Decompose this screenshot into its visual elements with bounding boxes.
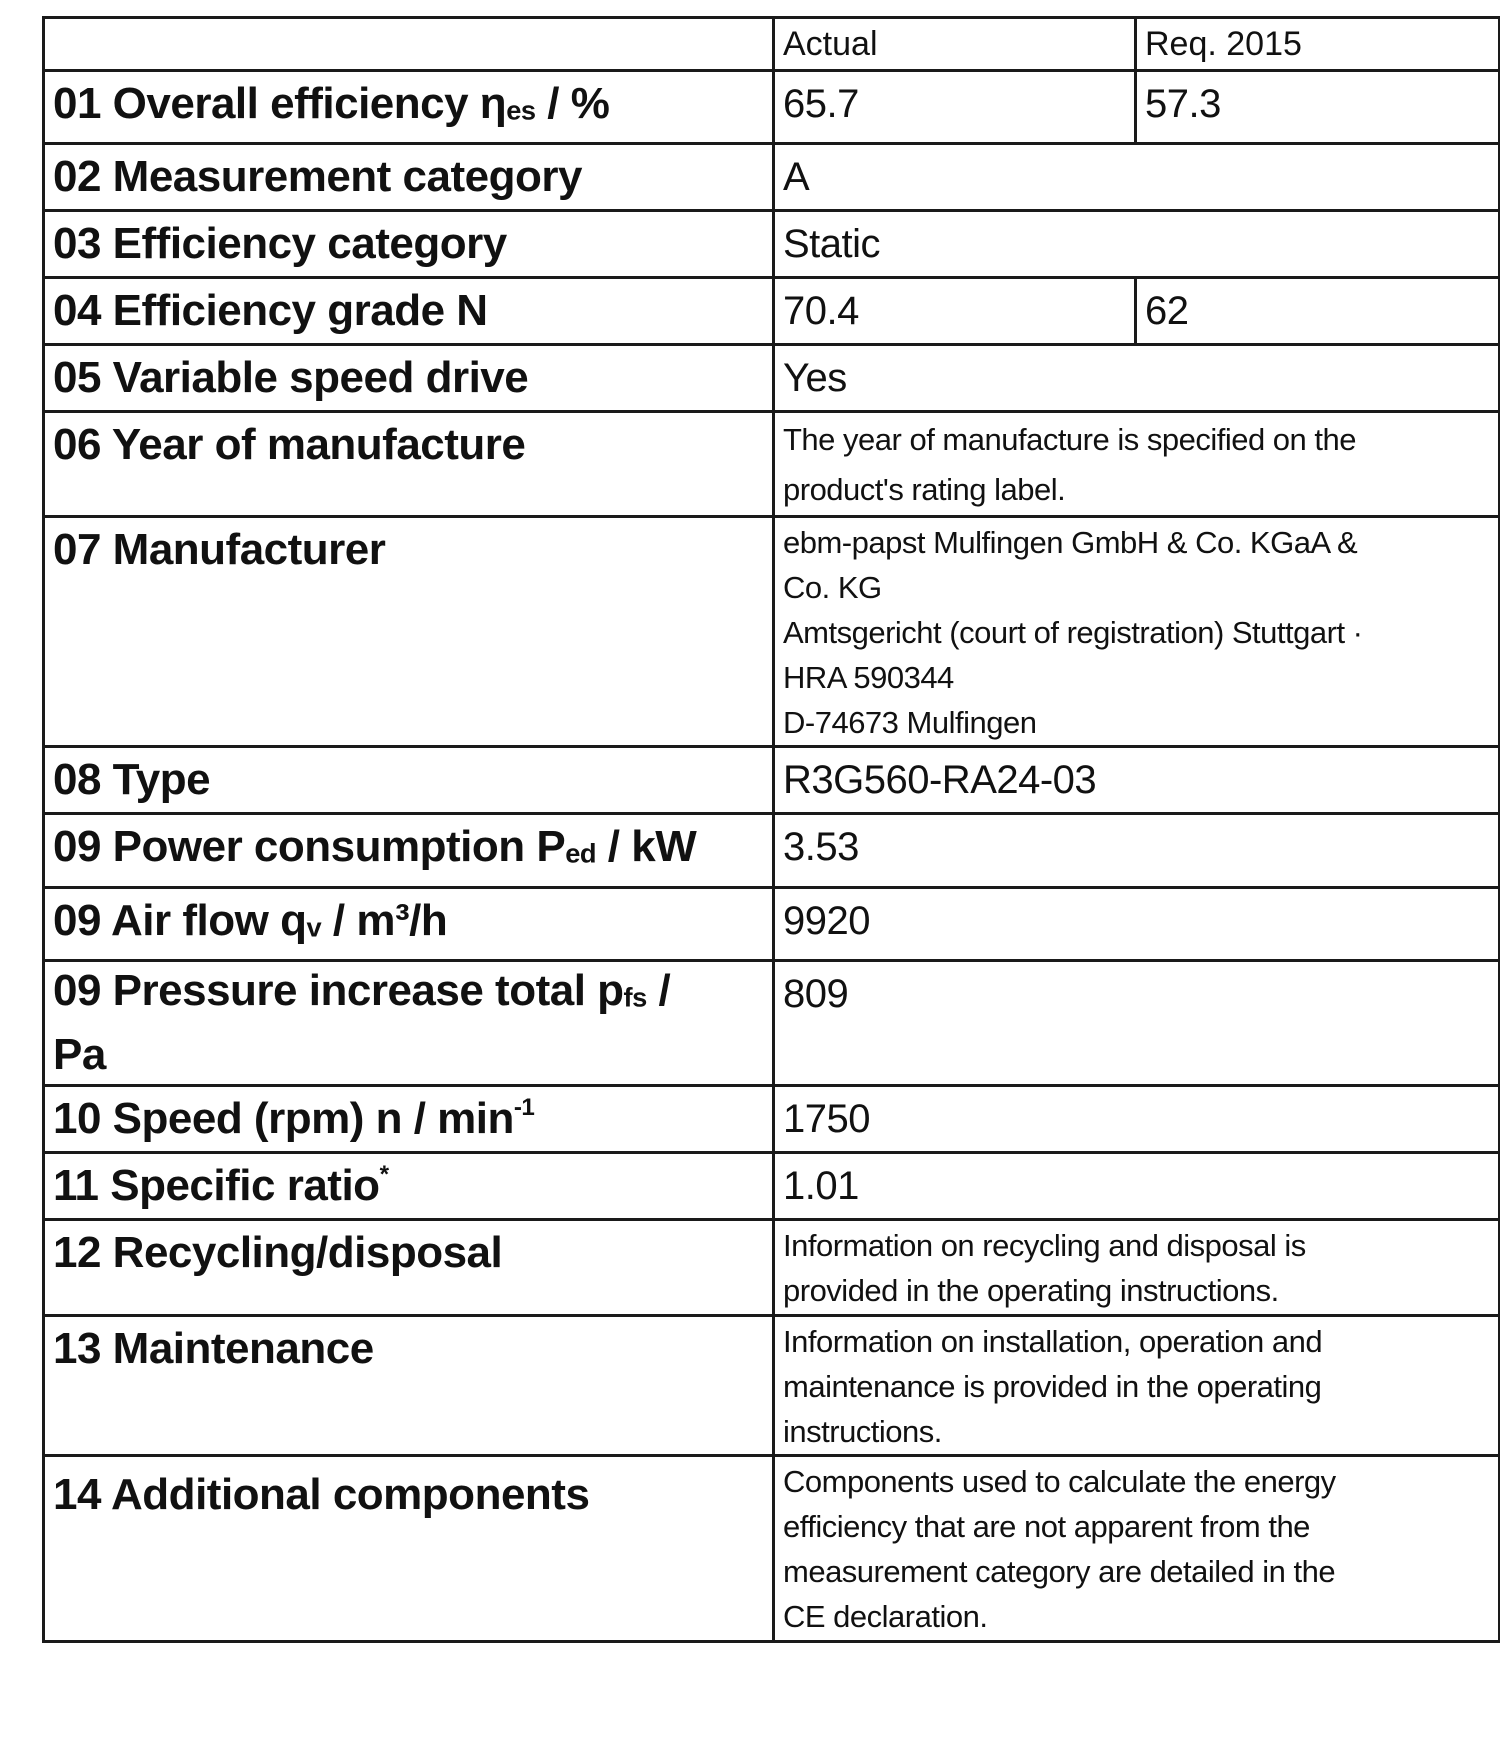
row-label: 09 Pressure increase total pfs / Pa xyxy=(44,961,774,1086)
row-label: 05 Variable speed drive xyxy=(44,345,774,412)
table-row xyxy=(44,747,1500,814)
table-row xyxy=(44,345,1500,412)
row-value: Static xyxy=(774,211,1500,278)
row-value: The year of manufacture is specified on the product's rating label. xyxy=(774,412,1500,517)
table-row xyxy=(44,1220,1500,1316)
row-label: 14 Additional components xyxy=(44,1456,774,1642)
row-value: Information on recycling and disposal is provided in the operating instructions. xyxy=(774,1220,1500,1316)
header-empty-cell xyxy=(44,18,774,71)
table-row xyxy=(44,814,1500,887)
row-value: 1.01 xyxy=(774,1153,1500,1220)
row-value: Yes xyxy=(774,345,1500,412)
row-value: A xyxy=(774,144,1500,211)
table-row xyxy=(44,961,1500,1086)
table-row xyxy=(44,71,1500,144)
row-label: 12 Recycling/disposal xyxy=(44,1220,774,1316)
row-value: ebm-papst Mulfingen GmbH & Co. KGaA & Co. KG Amtsgericht (court of registration) Stuttgart · HRA 590344 D-74673 Mulfingen xyxy=(774,517,1500,747)
table-row xyxy=(44,1316,1500,1456)
table-row xyxy=(44,1086,1500,1153)
required-value: 57.3 xyxy=(1136,71,1500,144)
header-row xyxy=(44,18,1500,71)
row-label: 13 Maintenance xyxy=(44,1316,774,1456)
header-actual: Actual xyxy=(774,18,1136,71)
row-value: Information on installation, operation and maintenance is provided in the operating instructions. xyxy=(774,1316,1500,1456)
row-value: R3G560-RA24-03 xyxy=(774,747,1500,814)
row-label: 02 Measurement category xyxy=(44,144,774,211)
table-row xyxy=(44,211,1500,278)
table-row xyxy=(44,412,1500,517)
row-label: 04 Efficiency grade N xyxy=(44,278,774,345)
erp-data-sheet xyxy=(42,16,1500,1736)
actual-value: 70.4 xyxy=(774,278,1136,345)
row-label: 09 Power consumption Ped / kW xyxy=(44,814,774,887)
table-row xyxy=(44,517,1500,747)
row-value: 809 xyxy=(774,961,1500,1086)
row-label: 01 Overall efficiency ηes / % xyxy=(44,71,774,144)
table-row xyxy=(44,887,1500,960)
erp-data-table xyxy=(42,16,1500,1643)
actual-value: 65.7 xyxy=(774,71,1136,144)
table-row xyxy=(44,278,1500,345)
row-value: Components used to calculate the energy efficiency that are not apparent from the measurement category are detailed in the CE declaration. xyxy=(774,1456,1500,1642)
row-label: 08 Type xyxy=(44,747,774,814)
table-row xyxy=(44,1153,1500,1220)
table-row xyxy=(44,144,1500,211)
row-label: 09 Air flow qv / m³/h xyxy=(44,887,774,960)
required-value: 62 xyxy=(1136,278,1500,345)
row-label: 07 Manufacturer xyxy=(44,517,774,747)
row-value: 9920 xyxy=(774,887,1500,960)
header-required: Req. 2015 xyxy=(1136,18,1500,71)
row-value: 1750 xyxy=(774,1086,1500,1153)
table-row xyxy=(44,1456,1500,1642)
row-value: 3.53 xyxy=(774,814,1500,887)
row-label: 06 Year of manufacture xyxy=(44,412,774,517)
row-label: 03 Efficiency category xyxy=(44,211,774,278)
row-label: 11 Specific ratio* xyxy=(44,1153,774,1220)
row-label: 10 Speed (rpm) n / $\min^{-1}$ xyxy=(44,1086,774,1153)
